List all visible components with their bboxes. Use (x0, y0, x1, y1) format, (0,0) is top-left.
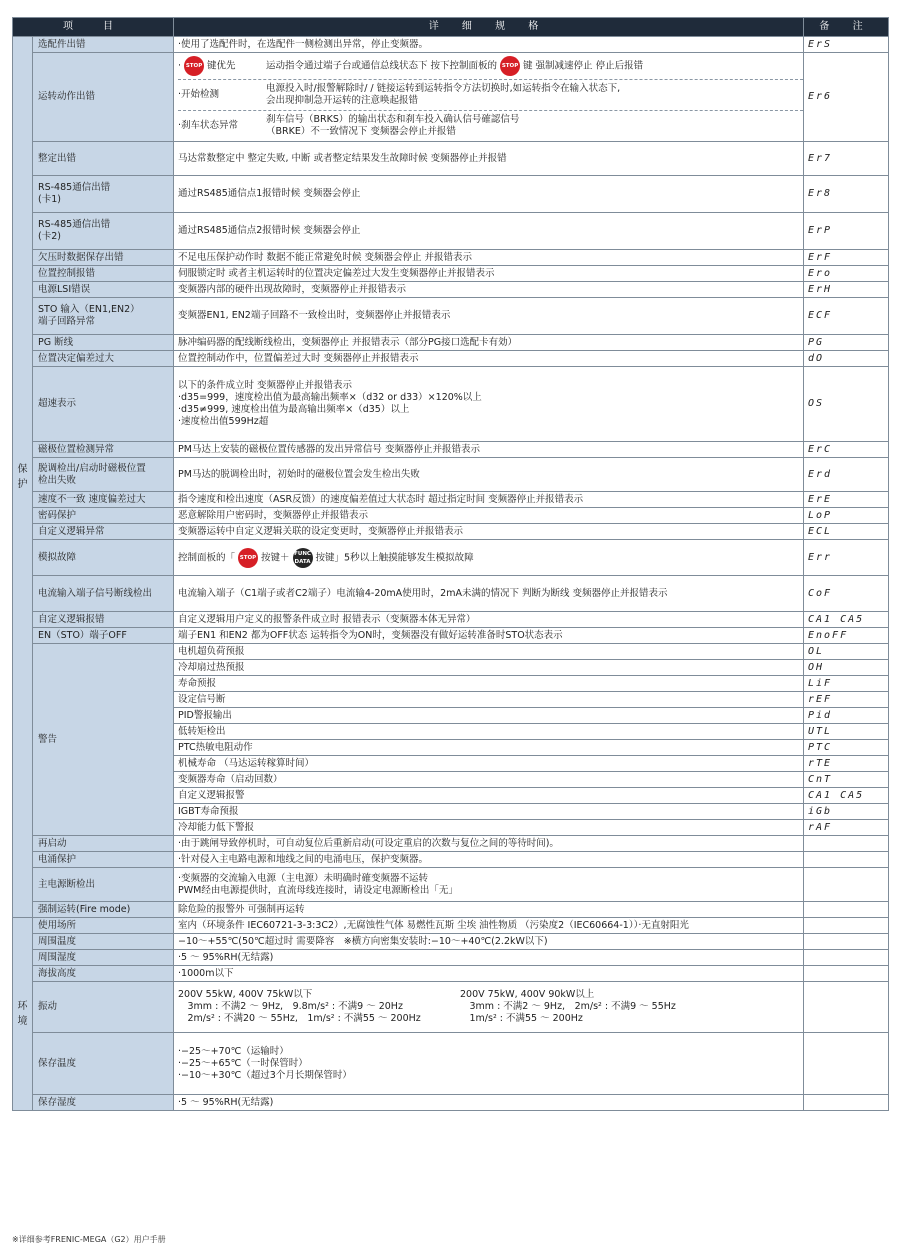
row-label: 欠压时数据保存出错 (38, 251, 124, 263)
remark-code: rAF (804, 820, 889, 836)
vibration-spec (178, 989, 799, 1025)
sim-text: 按键」5秒以上触摸能够发生模拟故障 (315, 552, 474, 563)
header-remark: 备 注 (804, 18, 889, 37)
row-label: PG 断线 (38, 336, 74, 348)
sub-key: ·开始检测 (178, 89, 220, 100)
row-label: 再启动 (38, 837, 67, 849)
sub-text-part: 键 强制减速停止 停止后报错 (523, 60, 644, 72)
row-label-cell (33, 298, 174, 335)
vibration-right (460, 989, 676, 1025)
sub-line: 电源投入时/报警解除时/ / 链接运转到运转指令方法切换时,如运转指令在输入状态下, (266, 83, 621, 94)
row-detail: PTC热敏电阻动作 (174, 740, 804, 756)
table-row (13, 644, 889, 660)
remark-code (804, 918, 889, 934)
table-row (13, 918, 889, 934)
row-detail: 自定义逻辑报警 (174, 788, 804, 804)
header-detail: 详 细 规 格 (174, 18, 804, 37)
remark-code: CnT (804, 772, 889, 788)
sub-key: ·刹车状态异常 (178, 120, 239, 131)
row-detail: 低转矩检出 (174, 724, 804, 740)
row-detail: 脉冲编码器的配线断线检出，变频器停止 并报错表示（部分PG接口选配卡有効） (174, 335, 804, 351)
remark-code: Er8 (804, 176, 889, 213)
remark-code: ErP (804, 213, 889, 250)
table-row (13, 1095, 889, 1111)
row-label: 磁极位置检测异常 (38, 443, 115, 455)
row-label: 自定义逻辑报错 (38, 613, 105, 625)
row-detail: 寿命预报 (174, 676, 804, 692)
row-label-cell (33, 902, 174, 918)
detail-line: ·−10～+30℃（超过3个月长期保管时） (178, 1069, 352, 1081)
sub-line: 刹车信号（BRKS）的输出状态和刹车投入确认信号確認信号 (266, 114, 520, 125)
row-detail (174, 1033, 804, 1095)
table-row (13, 213, 889, 250)
row-detail: 冷却扇过热预报 (174, 660, 804, 676)
row-label-cell (33, 836, 174, 852)
row-detail: 除危险的报警外 可强制再运转 (174, 902, 804, 918)
row-detail (174, 367, 804, 442)
row-detail: −10～+55℃(50℃超过时 需要降容 ※横方向密集安装时:−10～+40℃(2.2kW以下) (174, 934, 804, 950)
remark-code: rTE (804, 756, 889, 772)
row-detail (174, 53, 804, 142)
remark-code: CoF (804, 576, 889, 612)
row-label-cell (33, 966, 174, 982)
table-row (13, 540, 889, 576)
row-label: 速度不一致 速度偏差过大 (38, 493, 146, 505)
table-row (13, 335, 889, 351)
group-env-char: 境 (17, 1016, 28, 1027)
sub-text (266, 56, 643, 76)
remark-code: ErH (804, 282, 889, 298)
vib-line: 3mm : 不满2 ～ 9Hz, 2m/s² : 不满9 ～ 55Hz (460, 1001, 676, 1012)
table-row (13, 351, 889, 367)
remark-code: Err (804, 540, 889, 576)
row-detail: 室内（环境条件 IEC60721-3-3:3C2）,无腐蚀性气体 易燃性瓦斯 尘埃 油性物质 （污染度2（IEC60664-1））·无直射阳光 (174, 918, 804, 934)
row-detail: ·5 ～ 95%RH(无结露) (174, 1095, 804, 1111)
row-label-cell (33, 612, 174, 628)
row-label-cell (33, 351, 174, 367)
vib-line: 2m/s² : 不满20 ～ 55Hz, 1m/s² : 不满55 ～ 200Hz (178, 1013, 421, 1024)
row-detail: 变频器运转中自定义逻辑关联的设定变更时，变频器停止并报错表示 (174, 524, 804, 540)
table-row (13, 367, 889, 442)
remark-code: Pid (804, 708, 889, 724)
row-label: EN（STO）端子OFF (38, 629, 127, 641)
row-label: 保存温度 (38, 1057, 77, 1069)
sub-condition (178, 110, 803, 141)
sub-text (266, 114, 519, 138)
row-label: 自定义逻辑异常 (38, 525, 105, 537)
sub-line: （BRKE）不一致情况下 变频器会停止并报错 (266, 126, 456, 137)
table-row (13, 524, 889, 540)
row-label-cell (33, 950, 174, 966)
row-label-cell (33, 644, 174, 836)
remark-code (804, 852, 889, 868)
row-label-cell (33, 442, 174, 458)
row-label-cell (33, 508, 174, 524)
remark-code: LiF (804, 676, 889, 692)
row-label: 周围湿度 (38, 951, 77, 963)
row-label: 整定出错 (38, 152, 77, 164)
row-label-sub: 检出失败 (38, 474, 77, 486)
table-row (13, 836, 889, 852)
remark-code: EnoFF (804, 628, 889, 644)
row-detail: 通过RS485通信点1报错时候 变频器会停止 (174, 176, 804, 213)
row-detail: ·5 ～ 95%RH(无结露) (174, 950, 804, 966)
row-label-cell (33, 918, 174, 934)
row-label: 振动 (38, 1001, 58, 1012)
table-header (13, 18, 889, 37)
row-label-cell (33, 524, 174, 540)
remark-code: iGb (804, 804, 889, 820)
row-detail: 变频器寿命（启动回数） (174, 772, 804, 788)
remark-code (804, 868, 889, 902)
remark-code (804, 1033, 889, 1095)
remark-code: OH (804, 660, 889, 676)
row-label-cell (33, 282, 174, 298)
row-detail: 自定义逻辑用户定义的报警条件成立时 报错表示（变频器本体无异常） (174, 612, 804, 628)
remark-code: rEF (804, 692, 889, 708)
detail-line: ·速度检出值599Hz超 (178, 416, 269, 427)
table-row (13, 142, 889, 176)
table-row (13, 53, 889, 142)
row-label: 位置控制报错 (38, 267, 96, 279)
row-label-cell (33, 868, 174, 902)
row-label-cell (33, 458, 174, 492)
row-label-sub: (卡2) (38, 231, 61, 242)
func-data-button-icon (293, 548, 313, 568)
table-row (13, 852, 889, 868)
row-label-cell (33, 1095, 174, 1111)
row-detail: 变频器EN1, EN2端子回路不一致检出时，变频器停止并报错表示 (174, 298, 804, 335)
row-label: 电源LSI错误 (38, 283, 91, 295)
sub-text-part: 运动指令通过端子台或通信总线状态下 按下控制面板的 (266, 60, 498, 72)
row-detail: 端子EN1 和EN2 都为OFF状态 运转指令为ON时，变频器没有做好运转准备时STO状态表示 (174, 628, 804, 644)
row-detail: 冷却能力低下警报 (174, 820, 804, 836)
detail-line: ·d35≠999, 速度检出值为最高输出频率×（d35）以上 (178, 404, 410, 415)
row-label-cell (33, 934, 174, 950)
row-detail: PID警报输出 (174, 708, 804, 724)
detail-line: ·变频器的交流输入电源（主电源）未明确时確变频器不运转 (178, 872, 429, 884)
sub-condition (178, 79, 803, 110)
vib-line: 3mm : 不满2 ～ 9Hz, 9.8m/s² : 不满9 ～ 20Hz (178, 1001, 403, 1012)
remark-code: OL (804, 644, 889, 660)
stop-button-icon-text: STOP (185, 63, 203, 69)
row-label-cell (33, 176, 174, 213)
footnote: ※详细参考FRENIC-MEGA（G2）用户手册 (12, 1235, 166, 1244)
row-detail: 马达常数整定中 整定失败, 中断 或者整定结果发生故障时候 变频器停止并报错 (174, 142, 804, 176)
remark-code (804, 982, 889, 1033)
detail-line: PWM经由电源提供时，直流母线连接时，请设定电源断检出「无」 (178, 884, 458, 896)
func-data-button-icon-text: DATA (294, 558, 311, 565)
vib-line: 200V 55kW, 400V 75kW以下 (178, 989, 313, 1000)
spec-table (12, 17, 889, 1111)
remark-code: Er6 (804, 53, 889, 142)
row-label-cell (33, 1033, 174, 1095)
row-detail: 不足电压保护动作时 数据不能正常避免时候 变频器会停止 并报错表示 (174, 250, 804, 266)
table-row (13, 1033, 889, 1095)
group-protect-char: 保 (17, 464, 28, 475)
table-row (13, 458, 889, 492)
table-row (13, 176, 889, 213)
remark-code (804, 836, 889, 852)
row-label-cell (33, 250, 174, 266)
table-row (13, 934, 889, 950)
vib-line: 200V 75kW, 400V 90kW以上 (460, 989, 595, 1000)
row-detail: 电流输入端子（C1端子或者C2端子）电流输4-20mA使用时，2mA未满的情况下 判断为断线 变频器停止并报错表示 (174, 576, 804, 612)
row-detail: PM马达的脱调检出时，初始时的磁极位置会发生检出失败 (174, 458, 804, 492)
row-detail: 机械寿命 （马达运转稼算时间） (174, 756, 804, 772)
detail-line: ·−25～+65℃（一时保管时） (178, 1057, 308, 1069)
row-label-cell (33, 982, 174, 1033)
table-row (13, 492, 889, 508)
row-label: 密码保护 (38, 509, 77, 521)
row-label-cell (33, 37, 174, 53)
row-label: RS-485通信出错 (38, 182, 111, 193)
table-row (13, 442, 889, 458)
table-row (13, 966, 889, 982)
remark-code: ErS (804, 37, 889, 53)
row-detail: PM马达上安装的磁极位置传感器的发出异常信号 变频器停止并报错表示 (174, 442, 804, 458)
remark-code: ErE (804, 492, 889, 508)
row-detail: 变频器内部的硬件出现故障时，变频器停止并报错表示 (174, 282, 804, 298)
table-row (13, 868, 889, 902)
detail-line: 以下的条件成立时 变频器停止并报错表示 (178, 380, 353, 391)
row-detail: ·使用了选配件时，在选配件一侧检测出异常，停止变频器。 (174, 37, 804, 53)
row-label: 选配件出错 (38, 38, 86, 50)
remark-code: Er7 (804, 142, 889, 176)
stop-button-icon (184, 56, 204, 76)
table-row (13, 628, 889, 644)
row-label-cell (33, 540, 174, 576)
row-detail: 位置控制动作中，位置偏差过大时 变频器停止并报错表示 (174, 351, 804, 367)
remark-code (804, 966, 889, 982)
table-row (13, 508, 889, 524)
remark-code (804, 934, 889, 950)
row-label: 警告 (38, 733, 58, 745)
group-env (13, 918, 33, 1111)
row-label-cell (33, 367, 174, 442)
row-label: 主电源断检出 (38, 878, 96, 890)
row-label-cell (33, 852, 174, 868)
row-detail (174, 982, 804, 1033)
vibration-left (178, 989, 460, 1025)
row-detail: IGBT寿命预报 (174, 804, 804, 820)
row-label: 电流输入端子信号断线检出 (38, 587, 153, 599)
row-label: 海拔高度 (38, 967, 77, 979)
remark-code: ErF (804, 250, 889, 266)
sub-key-text: 键优先 (207, 60, 236, 72)
row-label: 周围温度 (38, 935, 77, 947)
row-label-cell (33, 492, 174, 508)
sub-text (266, 83, 620, 107)
stop-button-icon-text: STOP (239, 554, 257, 561)
remark-code (804, 1095, 889, 1111)
remark-code: ECL (804, 524, 889, 540)
remark-code: ECF (804, 298, 889, 335)
group-env-char: 环 (17, 1001, 28, 1012)
detail-line: ·d35=999，速度检出值为最高输出频率×（d32 or d33）×120%以上 (178, 392, 482, 403)
row-detail (174, 540, 804, 576)
row-label: 电涌保护 (38, 853, 77, 865)
group-protect (13, 37, 33, 918)
table-row (13, 250, 889, 266)
row-label: 位置决定偏差过大 (38, 352, 115, 364)
remark-code: PTC (804, 740, 889, 756)
row-label-cell (33, 266, 174, 282)
row-label-cell (33, 142, 174, 176)
func-data-button-icon-text: FUNC (294, 550, 311, 557)
table-row (13, 982, 889, 1033)
remark-code: PG (804, 335, 889, 351)
stop-button-icon (238, 548, 258, 568)
stop-button-icon-text: STOP (501, 63, 519, 69)
remark-code: CA1 CA5 (804, 612, 889, 628)
row-detail (174, 868, 804, 902)
remark-code (804, 950, 889, 966)
row-detail: 电机超负荷预报 (174, 644, 804, 660)
remark-code: Ero (804, 266, 889, 282)
table-row (13, 576, 889, 612)
row-detail: 指令速度和检出速度（ASR反馈）的速度偏差值过大状态时 超过指定时间 变频器停止并报错表示 (174, 492, 804, 508)
remark-code: CA1 CA5 (804, 788, 889, 804)
row-label-cell (33, 335, 174, 351)
row-label: 使用场所 (38, 919, 77, 931)
row-label: 脱调检出/启动时磁极位置 (38, 462, 146, 474)
row-detail: 伺服锁定时 或者主机运转时的位置决定偏差过大发生变频器停止并报错表示 (174, 266, 804, 282)
row-detail: ·由于跳闸导致停机时，可自动复位后重新启动(可设定重启的次数与复位之间的等待时间)。 (174, 836, 804, 852)
sim-text: 按键＋ (261, 552, 290, 563)
row-label: 保存湿度 (38, 1096, 77, 1108)
stop-button-icon (500, 56, 520, 76)
sub-line: 会出现抑制急开运转的注意唤起报错 (266, 95, 419, 106)
sub-key: · STOP 键优先 (178, 56, 266, 76)
row-label-sub: (卡1) (38, 194, 61, 205)
row-detail: 设定信号断 (174, 692, 804, 708)
remark-code: ErC (804, 442, 889, 458)
row-label: 超速表示 (38, 398, 77, 409)
table-row (13, 298, 889, 335)
row-label-cell (33, 53, 174, 142)
row-detail: 恶意解除用户密码时，变频器停止并报错表示 (174, 508, 804, 524)
table-row (13, 266, 889, 282)
row-label: STO 输入（EN1,EN2） (38, 304, 140, 315)
group-protect-char: 护 (17, 479, 28, 490)
row-label: 强制运转(Fire mode) (38, 903, 131, 915)
row-label-sub: 端子回路异常 (38, 316, 96, 327)
header-item: 项 目 (13, 18, 174, 37)
table-row (13, 612, 889, 628)
row-detail: 通过RS485通信点2报错时候 变频器会停止 (174, 213, 804, 250)
vib-line: 1m/s² : 不满55 ～ 200Hz (460, 1013, 583, 1024)
table-row (13, 950, 889, 966)
table-row (13, 902, 889, 918)
row-label-cell (33, 628, 174, 644)
row-detail: ·1000m以下 (174, 966, 804, 982)
remark-code: LoP (804, 508, 889, 524)
remark-code: UTL (804, 724, 889, 740)
row-detail: ·针对侵入主电路电源和地线之间的电涌电压，保护变频器。 (174, 852, 804, 868)
row-label: RS-485通信出错 (38, 219, 111, 230)
table-row (13, 282, 889, 298)
row-label-cell (33, 213, 174, 250)
sim-text: 控制面板的「 (178, 552, 236, 563)
row-label-cell (33, 576, 174, 612)
row-label: 运转动作出错 (38, 91, 96, 102)
row-label: 模拟故障 (38, 551, 77, 563)
remark-code (804, 902, 889, 918)
remark-code: Erd (804, 458, 889, 492)
sub-condition (178, 53, 803, 79)
remark-code: OS (804, 367, 889, 442)
remark-code: dO (804, 351, 889, 367)
table-row (13, 37, 889, 53)
detail-line: ·−25～+70℃（运输时） (178, 1045, 289, 1057)
